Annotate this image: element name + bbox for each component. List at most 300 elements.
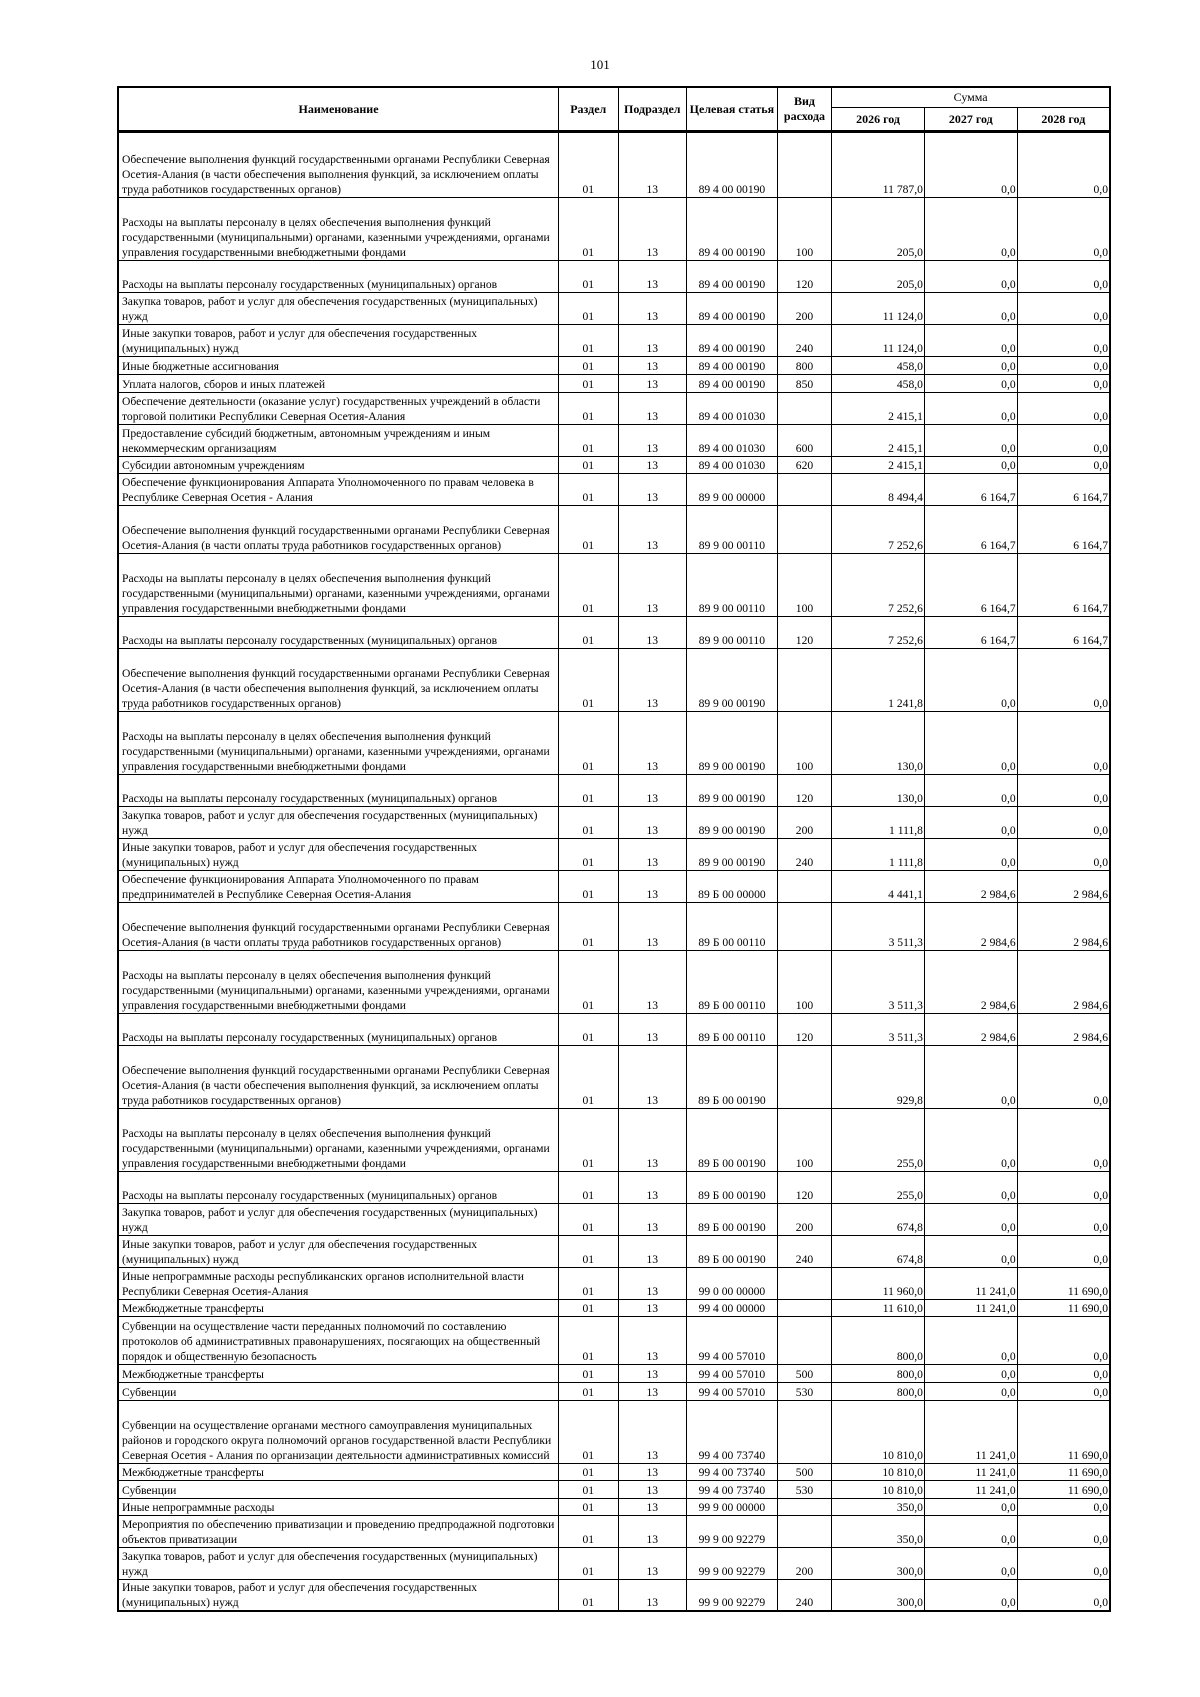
- cell-podrazdel: 13: [618, 132, 687, 198]
- cell-target: 89 Б 00 00110: [687, 951, 778, 1014]
- cell-target: 89 Б 00 00190: [687, 1046, 778, 1109]
- table-row: [118, 1236, 1110, 1268]
- cell-podrazdel: 13: [618, 425, 687, 457]
- cell-podrazdel: 13: [618, 1499, 687, 1516]
- cell-2028: 0,0: [1017, 261, 1110, 293]
- cell-razdel: 01: [559, 712, 618, 775]
- cell-podrazdel: 13: [618, 1548, 687, 1580]
- cell-2026: 458,0: [832, 357, 925, 375]
- table-row: [118, 375, 1110, 393]
- cell-2026: 2 415,1: [832, 457, 925, 474]
- cell-podrazdel: 13: [618, 293, 687, 325]
- cell-2028: 0,0: [1017, 1548, 1110, 1580]
- cell-razdel: 01: [559, 903, 618, 951]
- cell-target: 99 4 00 73740: [687, 1464, 778, 1481]
- table-row: [118, 1499, 1110, 1516]
- cell-podrazdel: 13: [618, 1014, 687, 1046]
- cell-2026: 130,0: [832, 712, 925, 775]
- cell-2027: 11 241,0: [924, 1300, 1017, 1317]
- cell-2026: 674,8: [832, 1204, 925, 1236]
- cell-razdel: 01: [559, 1109, 618, 1172]
- cell-2027: 0,0: [924, 1548, 1017, 1580]
- cell-name: Субвенции: [118, 1383, 559, 1401]
- cell-name: Расходы на выплаты персоналу государственных (муниципальных) органов: [118, 261, 559, 293]
- cell-razdel: 01: [559, 1548, 618, 1580]
- cell-2026: 300,0: [832, 1548, 925, 1580]
- cell-podrazdel: 13: [618, 951, 687, 1014]
- cell-target: 89 9 00 00110: [687, 506, 778, 554]
- cell-2027: 2 984,6: [924, 903, 1017, 951]
- header-sum: Сумма: [832, 87, 1110, 108]
- cell-vid: [777, 393, 831, 425]
- table-row: [118, 1317, 1110, 1365]
- cell-2028: 0,0: [1017, 1172, 1110, 1204]
- cell-2028: 0,0: [1017, 1383, 1110, 1401]
- table-row: [118, 474, 1110, 506]
- cell-2026: 674,8: [832, 1236, 925, 1268]
- cell-vid: [777, 132, 831, 198]
- cell-vid: 600: [777, 425, 831, 457]
- cell-2028: 6 164,7: [1017, 617, 1110, 649]
- cell-2027: 0,0: [924, 393, 1017, 425]
- cell-2026: 7 252,6: [832, 554, 925, 617]
- cell-2028: 0,0: [1017, 1365, 1110, 1383]
- cell-target: 99 9 00 92279: [687, 1580, 778, 1612]
- cell-2028: 0,0: [1017, 1516, 1110, 1548]
- cell-podrazdel: 13: [618, 1046, 687, 1109]
- table-row: [118, 1300, 1110, 1317]
- cell-2027: 0,0: [924, 261, 1017, 293]
- cell-name: Обеспечение выполнения функций государственными органами Республики Северная Осетия-Алания (в части оплаты труда работников государственных органов): [118, 506, 559, 554]
- cell-2026: 10 810,0: [832, 1464, 925, 1481]
- header-name: Наименование: [118, 87, 559, 132]
- cell-razdel: 01: [559, 457, 618, 474]
- cell-2026: 800,0: [832, 1365, 925, 1383]
- cell-name: Субвенции: [118, 1481, 559, 1499]
- cell-2027: 0,0: [924, 198, 1017, 261]
- cell-vid: [777, 474, 831, 506]
- cell-2028: 2 984,6: [1017, 1014, 1110, 1046]
- cell-vid: 120: [777, 1014, 831, 1046]
- cell-2026: 350,0: [832, 1499, 925, 1516]
- cell-vid: 100: [777, 951, 831, 1014]
- cell-target: 89 9 00 00190: [687, 712, 778, 775]
- cell-2028: 11 690,0: [1017, 1401, 1110, 1464]
- table-row: [118, 425, 1110, 457]
- cell-2027: 6 164,7: [924, 554, 1017, 617]
- cell-2026: 3 511,3: [832, 1014, 925, 1046]
- cell-2026: 205,0: [832, 198, 925, 261]
- cell-vid: 240: [777, 839, 831, 871]
- cell-vid: [777, 903, 831, 951]
- cell-podrazdel: 13: [618, 1401, 687, 1464]
- table-row: [118, 951, 1110, 1014]
- cell-2026: 300,0: [832, 1580, 925, 1612]
- cell-podrazdel: 13: [618, 807, 687, 839]
- cell-2026: 11 124,0: [832, 293, 925, 325]
- cell-vid: 240: [777, 325, 831, 357]
- cell-2028: 0,0: [1017, 839, 1110, 871]
- cell-target: 99 4 00 57010: [687, 1365, 778, 1383]
- cell-2026: 1 111,8: [832, 839, 925, 871]
- table-row: [118, 839, 1110, 871]
- cell-razdel: 01: [559, 775, 618, 807]
- cell-podrazdel: 13: [618, 1268, 687, 1300]
- cell-target: 89 4 00 01030: [687, 425, 778, 457]
- cell-name: Предоставление субсидий бюджетным, автономным учреждениям и иным некоммерческим организациям: [118, 425, 559, 457]
- cell-podrazdel: 13: [618, 325, 687, 357]
- table-row: [118, 325, 1110, 357]
- cell-2026: 8 494,4: [832, 474, 925, 506]
- cell-2028: 11 690,0: [1017, 1481, 1110, 1499]
- cell-name: Обеспечение функционирования Аппарата Уполномоченного по правам человека в Республике Северная Осетия - Алания: [118, 474, 559, 506]
- cell-2027: 0,0: [924, 839, 1017, 871]
- cell-target: 89 9 00 00110: [687, 554, 778, 617]
- cell-podrazdel: 13: [618, 375, 687, 393]
- cell-2028: 6 164,7: [1017, 506, 1110, 554]
- cell-2027: 6 164,7: [924, 474, 1017, 506]
- cell-2027: 0,0: [924, 1580, 1017, 1612]
- cell-razdel: 01: [559, 554, 618, 617]
- table-row: [118, 1365, 1110, 1383]
- cell-2027: 0,0: [924, 1499, 1017, 1516]
- cell-razdel: 01: [559, 1317, 618, 1365]
- cell-2027: 0,0: [924, 1383, 1017, 1401]
- cell-podrazdel: 13: [618, 1365, 687, 1383]
- cell-razdel: 01: [559, 1300, 618, 1317]
- cell-name: Субвенции на осуществление органами местного самоуправления муниципальных районов и городского округа полномочий органов государственной власти Республики Северная Осетия - Алания по организации деятельности административных комиссий: [118, 1401, 559, 1464]
- cell-name: Расходы на выплаты персоналу в целях обеспечения выполнения функций государственными (муниципальными) органами, казенными учреждениями, органами управления государственными внебюджетными фондами: [118, 554, 559, 617]
- cell-2027: 0,0: [924, 357, 1017, 375]
- cell-target: 99 4 00 73740: [687, 1401, 778, 1464]
- cell-name: Расходы на выплаты персоналу в целях обеспечения выполнения функций государственными (муниципальными) органами, казенными учреждениями, органами управления государственными внебюджетными фондами: [118, 712, 559, 775]
- cell-vid: [777, 1499, 831, 1516]
- table-row: [118, 1109, 1110, 1172]
- cell-2027: 0,0: [924, 425, 1017, 457]
- table-row: [118, 807, 1110, 839]
- cell-razdel: 01: [559, 1236, 618, 1268]
- cell-name: Иные непрограммные расходы республиканских органов исполнительной власти Республики Северная Осетия-Алания: [118, 1268, 559, 1300]
- cell-target: 89 Б 00 00000: [687, 871, 778, 903]
- cell-target: 89 9 00 00190: [687, 807, 778, 839]
- cell-podrazdel: 13: [618, 474, 687, 506]
- cell-podrazdel: 13: [618, 903, 687, 951]
- cell-2027: 0,0: [924, 649, 1017, 712]
- cell-target: 99 9 00 92279: [687, 1516, 778, 1548]
- cell-razdel: 01: [559, 261, 618, 293]
- cell-2027: 11 241,0: [924, 1268, 1017, 1300]
- cell-name: Закупка товаров, работ и услуг для обеспечения государственных (муниципальных) нужд: [118, 807, 559, 839]
- cell-target: 89 Б 00 00190: [687, 1204, 778, 1236]
- cell-2027: 2 984,6: [924, 871, 1017, 903]
- cell-name: Обеспечение выполнения функций государственными органами Республики Северная Осетия-Алания (в части обеспечения выполнения функций, за исключением оплаты труда работников государственных органов): [118, 649, 559, 712]
- header-vid: Вид расхода: [777, 87, 831, 132]
- cell-razdel: 01: [559, 198, 618, 261]
- cell-2027: 0,0: [924, 1046, 1017, 1109]
- table-row: [118, 506, 1110, 554]
- cell-podrazdel: 13: [618, 839, 687, 871]
- cell-razdel: 01: [559, 1014, 618, 1046]
- cell-target: 89 Б 00 00190: [687, 1172, 778, 1204]
- cell-target: 89 Б 00 00110: [687, 1014, 778, 1046]
- cell-2028: 0,0: [1017, 712, 1110, 775]
- cell-podrazdel: 13: [618, 871, 687, 903]
- cell-podrazdel: 13: [618, 457, 687, 474]
- cell-razdel: 01: [559, 1172, 618, 1204]
- cell-2028: 0,0: [1017, 293, 1110, 325]
- cell-name: Расходы на выплаты персоналу государственных (муниципальных) органов: [118, 617, 559, 649]
- cell-2027: 0,0: [924, 1365, 1017, 1383]
- cell-2026: 800,0: [832, 1383, 925, 1401]
- budget-table: [117, 86, 1111, 1612]
- cell-2028: 0,0: [1017, 1109, 1110, 1172]
- cell-podrazdel: 13: [618, 261, 687, 293]
- cell-vid: 800: [777, 357, 831, 375]
- cell-target: 99 4 00 00000: [687, 1300, 778, 1317]
- cell-vid: 100: [777, 1109, 831, 1172]
- cell-razdel: 01: [559, 839, 618, 871]
- cell-2028: 0,0: [1017, 649, 1110, 712]
- cell-podrazdel: 13: [618, 1464, 687, 1481]
- cell-2027: 0,0: [924, 132, 1017, 198]
- cell-target: 89 4 00 00190: [687, 375, 778, 393]
- cell-2026: 350,0: [832, 1516, 925, 1548]
- cell-target: 99 4 00 73740: [687, 1481, 778, 1499]
- cell-vid: 530: [777, 1481, 831, 1499]
- cell-vid: [777, 649, 831, 712]
- cell-2028: 11 690,0: [1017, 1464, 1110, 1481]
- header-podrazdel: Подраздел: [618, 87, 687, 132]
- cell-podrazdel: 13: [618, 712, 687, 775]
- table-row: [118, 198, 1110, 261]
- cell-podrazdel: 13: [618, 1204, 687, 1236]
- header-year-2028: 2028 год: [1017, 108, 1110, 132]
- cell-podrazdel: 13: [618, 1317, 687, 1365]
- cell-target: 89 4 00 00190: [687, 357, 778, 375]
- cell-2026: 458,0: [832, 375, 925, 393]
- cell-razdel: 01: [559, 325, 618, 357]
- cell-vid: 200: [777, 807, 831, 839]
- cell-podrazdel: 13: [618, 649, 687, 712]
- cell-target: 89 4 00 00190: [687, 325, 778, 357]
- table-row: [118, 1383, 1110, 1401]
- table-row: [118, 617, 1110, 649]
- header-year-2026: 2026 год: [832, 108, 925, 132]
- cell-name: Межбюджетные трансферты: [118, 1464, 559, 1481]
- cell-2027: 11 241,0: [924, 1464, 1017, 1481]
- table-row: [118, 1580, 1110, 1612]
- cell-target: 89 9 00 00110: [687, 617, 778, 649]
- table-row: [118, 132, 1110, 198]
- cell-2028: 2 984,6: [1017, 903, 1110, 951]
- cell-name: Расходы на выплаты персоналу в целях обеспечения выполнения функций государственными (муниципальными) органами, казенными учреждениями, органами управления государственными внебюджетными фондами: [118, 198, 559, 261]
- cell-vid: 200: [777, 1204, 831, 1236]
- cell-podrazdel: 13: [618, 775, 687, 807]
- cell-2026: 4 441,1: [832, 871, 925, 903]
- cell-podrazdel: 13: [618, 393, 687, 425]
- cell-2026: 929,8: [832, 1046, 925, 1109]
- cell-name: Обеспечение выполнения функций государственными органами Республики Северная Осетия-Алания (в части обеспечения выполнения функций, за исключением оплаты труда работников государственных органов): [118, 132, 559, 198]
- cell-podrazdel: 13: [618, 1236, 687, 1268]
- cell-vid: 500: [777, 1365, 831, 1383]
- cell-2027: 0,0: [924, 457, 1017, 474]
- cell-2027: 0,0: [924, 807, 1017, 839]
- cell-target: 89 Б 00 00190: [687, 1236, 778, 1268]
- cell-podrazdel: 13: [618, 198, 687, 261]
- cell-2028: 2 984,6: [1017, 871, 1110, 903]
- cell-2027: 0,0: [924, 375, 1017, 393]
- cell-target: 99 9 00 00000: [687, 1499, 778, 1516]
- cell-2026: 3 511,3: [832, 951, 925, 1014]
- cell-target: 89 4 00 01030: [687, 457, 778, 474]
- cell-vid: [777, 1046, 831, 1109]
- table-row: [118, 393, 1110, 425]
- cell-name: Иные закупки товаров, работ и услуг для обеспечения государственных (муниципальных) нужд: [118, 1580, 559, 1612]
- cell-name: Расходы на выплаты персоналу в целях обеспечения выполнения функций государственными (муниципальными) органами, казенными учреждениями, органами управления государственными внебюджетными фондами: [118, 1109, 559, 1172]
- header-year-2027: 2027 год: [924, 108, 1017, 132]
- cell-razdel: 01: [559, 132, 618, 198]
- cell-2028: 0,0: [1017, 807, 1110, 839]
- cell-target: 89 4 00 00190: [687, 293, 778, 325]
- cell-vid: 530: [777, 1383, 831, 1401]
- cell-razdel: 01: [559, 1516, 618, 1548]
- cell-name: Межбюджетные трансферты: [118, 1365, 559, 1383]
- cell-2028: 0,0: [1017, 1580, 1110, 1612]
- cell-2028: 11 690,0: [1017, 1268, 1110, 1300]
- cell-vid: [777, 871, 831, 903]
- cell-podrazdel: 13: [618, 1300, 687, 1317]
- cell-vid: 100: [777, 198, 831, 261]
- cell-2028: 2 984,6: [1017, 951, 1110, 1014]
- cell-2026: 11 787,0: [832, 132, 925, 198]
- cell-target: 89 Б 00 00110: [687, 903, 778, 951]
- header-target: Целевая статья: [687, 87, 778, 132]
- cell-2026: 10 810,0: [832, 1401, 925, 1464]
- cell-2027: 0,0: [924, 1516, 1017, 1548]
- cell-2028: 0,0: [1017, 132, 1110, 198]
- table-row: [118, 1046, 1110, 1109]
- cell-razdel: 01: [559, 293, 618, 325]
- cell-vid: [777, 1317, 831, 1365]
- table-row: [118, 554, 1110, 617]
- cell-vid: [777, 1516, 831, 1548]
- table-row: [118, 457, 1110, 474]
- cell-name: Расходы на выплаты персоналу государственных (муниципальных) органов: [118, 1172, 559, 1204]
- cell-name: Иные закупки товаров, работ и услуг для обеспечения государственных (муниципальных) нужд: [118, 325, 559, 357]
- cell-target: 89 Б 00 00190: [687, 1109, 778, 1172]
- cell-podrazdel: 13: [618, 1172, 687, 1204]
- cell-vid: [777, 1268, 831, 1300]
- cell-2027: 2 984,6: [924, 1014, 1017, 1046]
- cell-name: Расходы на выплаты персоналу государственных (муниципальных) органов: [118, 1014, 559, 1046]
- table-row: [118, 649, 1110, 712]
- cell-2028: 11 690,0: [1017, 1300, 1110, 1317]
- cell-name: Иные закупки товаров, работ и услуг для обеспечения государственных (муниципальных) нужд: [118, 1236, 559, 1268]
- table-row: [118, 1268, 1110, 1300]
- cell-2026: 205,0: [832, 261, 925, 293]
- cell-2028: 6 164,7: [1017, 474, 1110, 506]
- cell-2026: 7 252,6: [832, 617, 925, 649]
- cell-razdel: 01: [559, 1481, 618, 1499]
- table-row: [118, 1014, 1110, 1046]
- cell-target: 99 9 00 92279: [687, 1548, 778, 1580]
- cell-name: Закупка товаров, работ и услуг для обеспечения государственных (муниципальных) нужд: [118, 293, 559, 325]
- cell-2028: 6 164,7: [1017, 554, 1110, 617]
- cell-vid: 850: [777, 375, 831, 393]
- table-row: [118, 1401, 1110, 1464]
- cell-2027: 6 164,7: [924, 617, 1017, 649]
- cell-podrazdel: 13: [618, 1109, 687, 1172]
- cell-2026: 255,0: [832, 1172, 925, 1204]
- cell-razdel: 01: [559, 649, 618, 712]
- cell-name: Закупка товаров, работ и услуг для обеспечения государственных (муниципальных) нужд: [118, 1204, 559, 1236]
- cell-name: Обеспечение функционирования Аппарата Уполномоченного по правам предпринимателей в Республике Северная Осетия-Алания: [118, 871, 559, 903]
- cell-2028: 0,0: [1017, 457, 1110, 474]
- table-row: [118, 1172, 1110, 1204]
- cell-2028: 0,0: [1017, 375, 1110, 393]
- cell-2026: 1 111,8: [832, 807, 925, 839]
- table-row: [118, 261, 1110, 293]
- cell-razdel: 01: [559, 1204, 618, 1236]
- cell-razdel: 01: [559, 617, 618, 649]
- cell-2028: 0,0: [1017, 1499, 1110, 1516]
- cell-razdel: 01: [559, 506, 618, 554]
- cell-target: 89 4 00 01030: [687, 393, 778, 425]
- table-row: [118, 712, 1110, 775]
- cell-name: Расходы на выплаты персоналу в целях обеспечения выполнения функций государственными (муниципальными) органами, казенными учреждениями, органами управления государственными внебюджетными фондами: [118, 951, 559, 1014]
- cell-2028: 0,0: [1017, 1236, 1110, 1268]
- cell-razdel: 01: [559, 1401, 618, 1464]
- cell-target: 89 9 00 00190: [687, 649, 778, 712]
- cell-vid: 240: [777, 1580, 831, 1612]
- cell-name: Субсидии автономным учреждениям: [118, 457, 559, 474]
- table-row: [118, 775, 1110, 807]
- cell-name: Обеспечение выполнения функций государственными органами Республики Северная Осетия-Алания (в части обеспечения выполнения функций, за исключением оплаты труда работников государственных органов): [118, 1046, 559, 1109]
- cell-2028: 0,0: [1017, 1204, 1110, 1236]
- cell-target: 89 9 00 00190: [687, 775, 778, 807]
- cell-razdel: 01: [559, 375, 618, 393]
- cell-razdel: 01: [559, 951, 618, 1014]
- cell-target: 89 9 00 00190: [687, 839, 778, 871]
- cell-vid: 500: [777, 1464, 831, 1481]
- table-row: [118, 1464, 1110, 1481]
- cell-razdel: 01: [559, 871, 618, 903]
- cell-vid: 100: [777, 554, 831, 617]
- cell-2026: 11 960,0: [832, 1268, 925, 1300]
- cell-2026: 7 252,6: [832, 506, 925, 554]
- cell-2027: 11 241,0: [924, 1481, 1017, 1499]
- cell-2027: 0,0: [924, 325, 1017, 357]
- cell-2027: 0,0: [924, 1236, 1017, 1268]
- cell-razdel: 01: [559, 1046, 618, 1109]
- cell-2027: 2 984,6: [924, 951, 1017, 1014]
- cell-2026: 2 415,1: [832, 425, 925, 457]
- table-body: [118, 132, 1110, 1612]
- cell-2026: 800,0: [832, 1317, 925, 1365]
- cell-name: Иные закупки товаров, работ и услуг для обеспечения государственных (муниципальных) нужд: [118, 839, 559, 871]
- cell-name: Субвенции на осуществление части переданных полномочий по составлению протоколов об административных правонарушениях, посягающих на общественный порядок и общественную безопасность: [118, 1317, 559, 1365]
- cell-target: 89 4 00 00190: [687, 132, 778, 198]
- cell-name: Иные непрограммные расходы: [118, 1499, 559, 1516]
- cell-vid: 120: [777, 261, 831, 293]
- cell-2026: 130,0: [832, 775, 925, 807]
- table-row: [118, 1481, 1110, 1499]
- cell-name: Межбюджетные трансферты: [118, 1300, 559, 1317]
- cell-2027: 0,0: [924, 1317, 1017, 1365]
- cell-vid: 240: [777, 1236, 831, 1268]
- cell-target: 89 4 00 00190: [687, 261, 778, 293]
- cell-2027: 0,0: [924, 712, 1017, 775]
